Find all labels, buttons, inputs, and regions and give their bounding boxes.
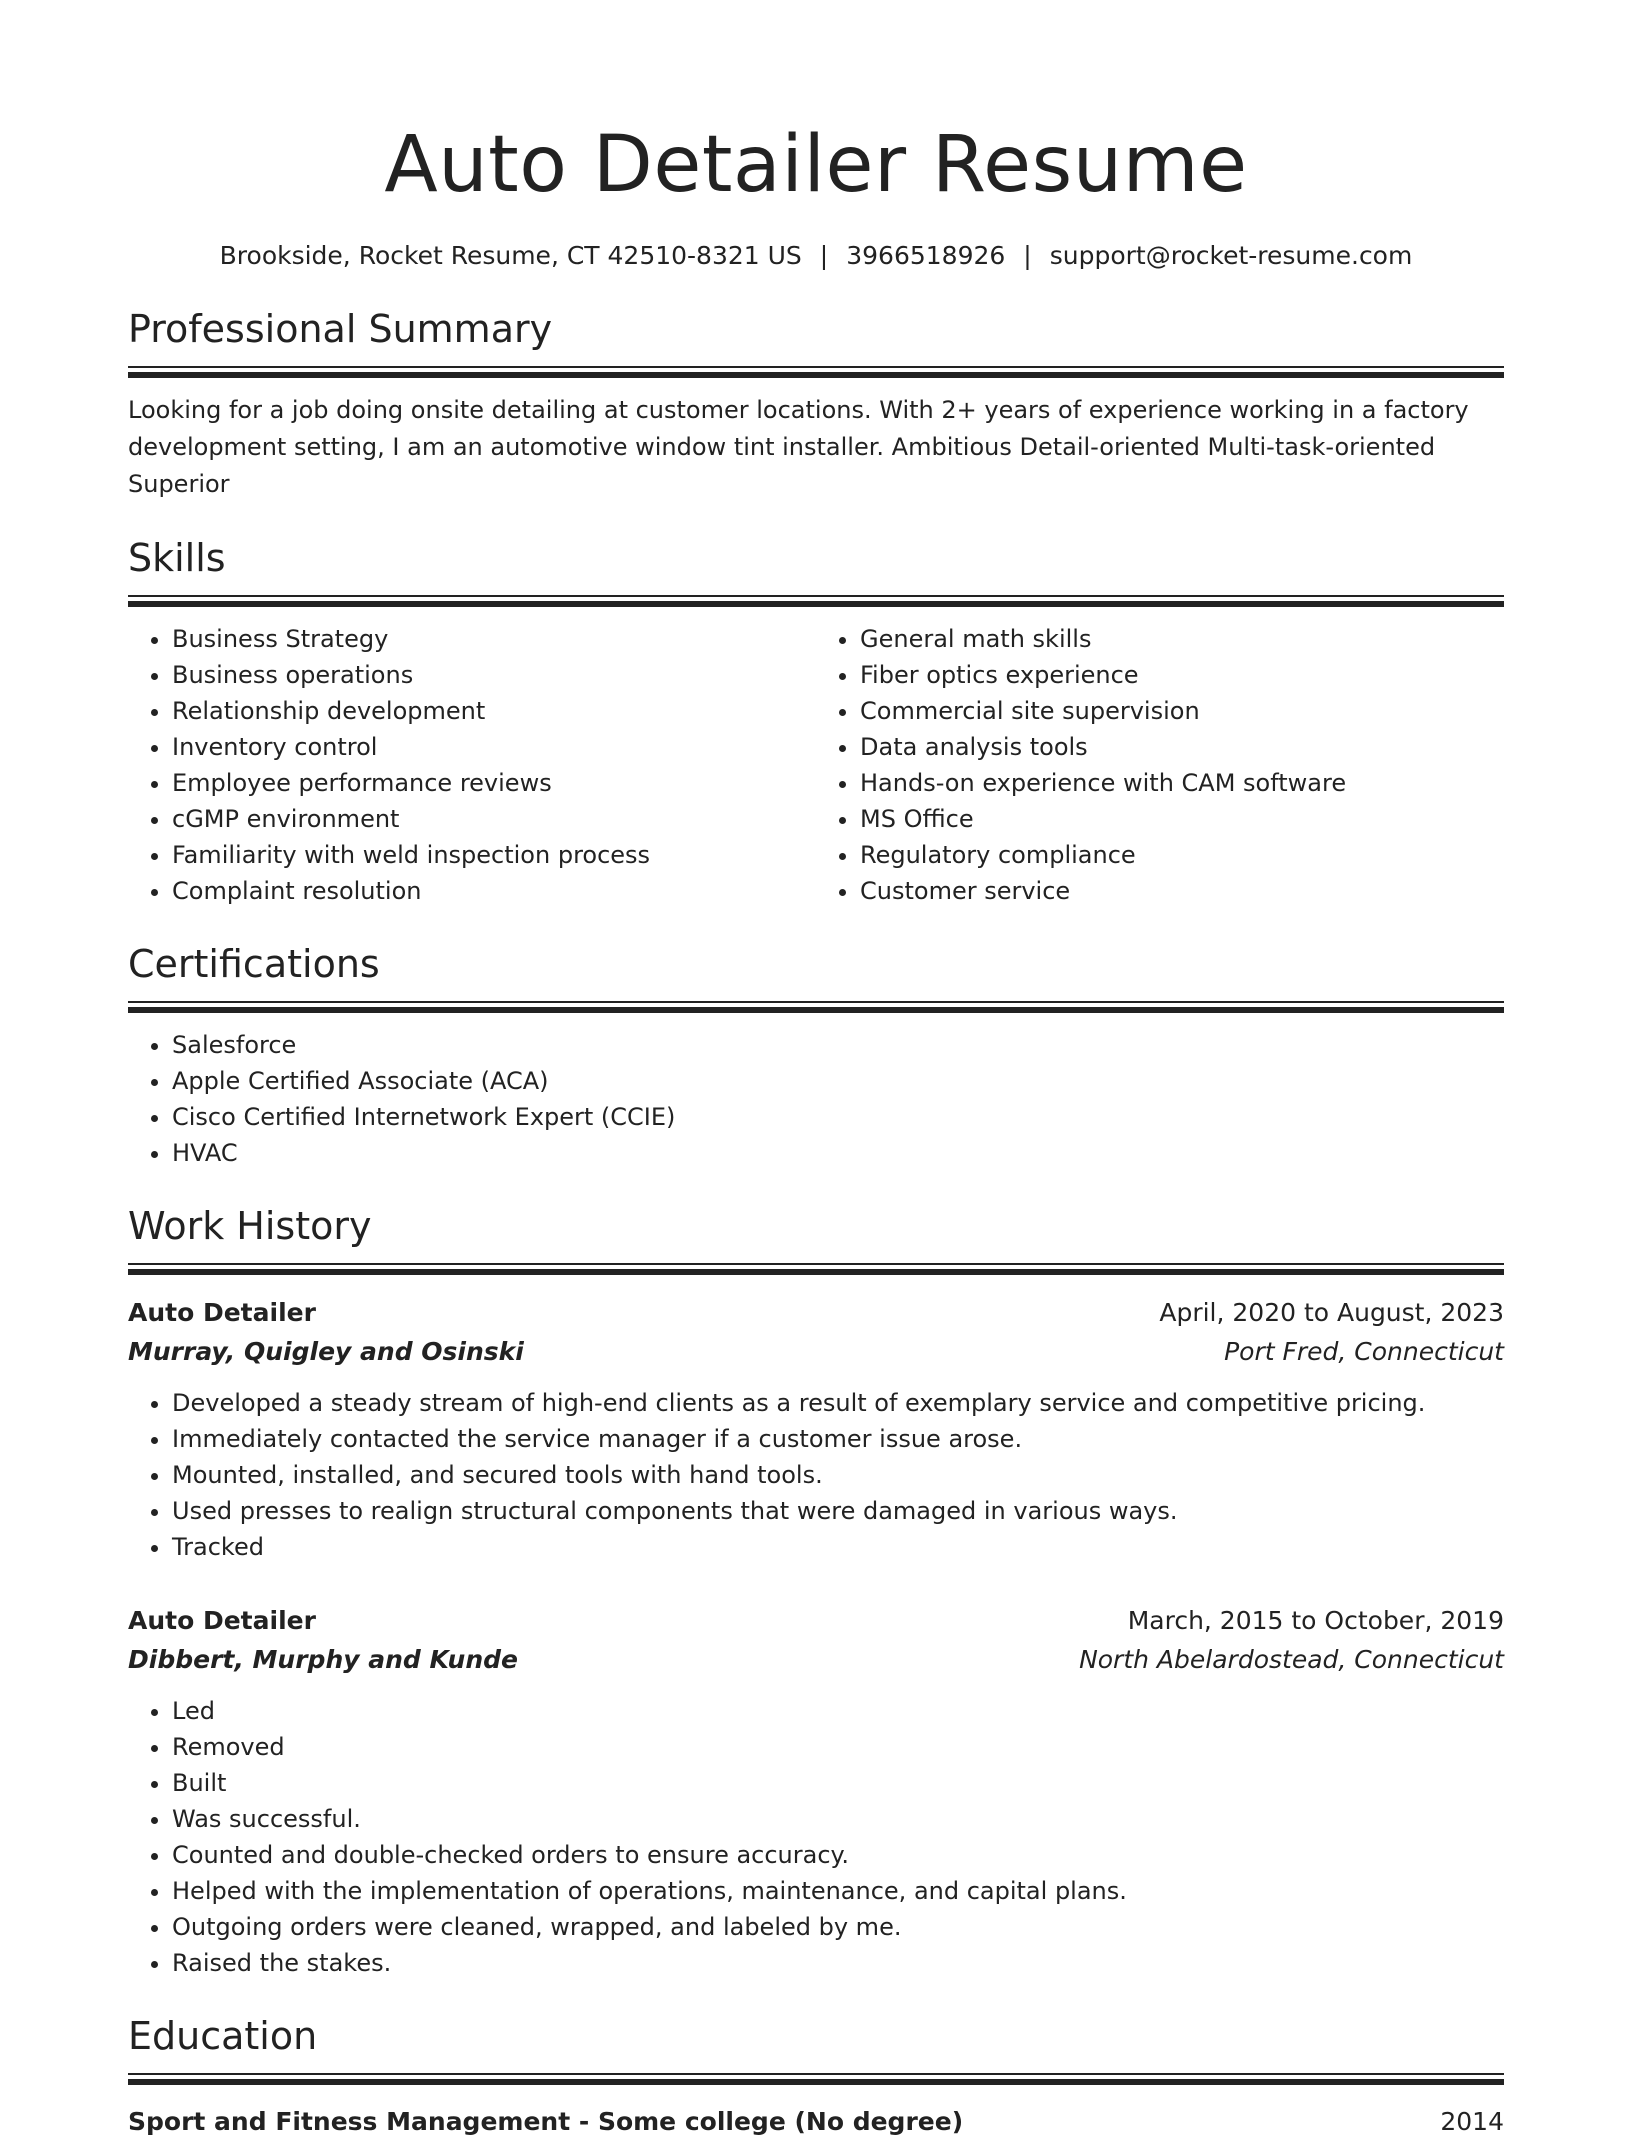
job-duty-item: • Built	[172, 1765, 1504, 1801]
education-section	[128, 2011, 1504, 2141]
contact-email: support@rocket-resume.com	[1049, 241, 1413, 270]
skill-item: • Familiarity with weld inspection process	[172, 837, 816, 873]
section-title-skills: Skills	[128, 536, 226, 580]
job-company: Murray, Quigley and Osinski	[128, 1337, 524, 1366]
job-duties-list	[128, 1385, 1504, 1565]
job-duty-item: • Immediately contacted the service manager if a customer issue arose.	[172, 1421, 1504, 1457]
job-entry	[128, 1601, 1504, 1981]
certification-item: • HVAC	[172, 1135, 1504, 1171]
skills-section	[128, 533, 1504, 909]
section-divider	[128, 366, 1504, 378]
skills-list-left	[128, 621, 816, 909]
resume-page	[128, 110, 1504, 2141]
job-duty-item: • Raised the stakes.	[172, 1945, 1504, 1981]
section-divider	[128, 2073, 1504, 2085]
skill-item: • Hands-on experience with CAM software	[860, 765, 1504, 801]
job-duty-item: • Counted and double-checked orders to ensure accuracy.	[172, 1837, 1504, 1873]
education-entry	[128, 2103, 1504, 2141]
job-duty-item: • Developed a steady stream of high-end clients as a result of exemplary service and competitive pricing.	[172, 1385, 1504, 1421]
section-divider	[128, 1263, 1504, 1275]
contact-address: Brookside, Rocket Resume, CT 42510-8321 US	[219, 241, 802, 270]
job-dates: March, 2015 to October, 2019	[1127, 1606, 1504, 1635]
skill-item: • Regulatory compliance	[860, 837, 1504, 873]
certification-item: • Cisco Certified Internetwork Expert (CCIE)	[172, 1099, 1504, 1135]
skill-item: • Fiber optics experience	[860, 657, 1504, 693]
job-duty-item: • Mounted, installed, and secured tools with hand tools.	[172, 1457, 1504, 1493]
job-entry	[128, 1293, 1504, 1565]
job-company-row	[128, 1332, 1504, 1371]
job-title: Auto Detailer	[128, 1298, 316, 1327]
skill-item: • Inventory control	[172, 729, 816, 765]
certifications-list	[128, 1027, 1504, 1171]
skill-item: • Complaint resolution	[172, 873, 816, 909]
summary-text: Looking for a job doing onsite detailing at customer locations. With 2+ years of experience working in a factory development setting, I am an automotive window tint installer. Ambitious Detail-oriented Multi-task-oriented Superior	[128, 396, 1469, 498]
skill-item: • General math skills	[860, 621, 1504, 657]
job-company-row	[128, 1640, 1504, 1679]
section-title-certifications: Certifications	[128, 942, 380, 986]
certifications-section	[128, 939, 1504, 1171]
contact-separator: |	[1023, 241, 1032, 270]
job-dates: April, 2020 to August, 2023	[1159, 1298, 1504, 1327]
section-title-education: Education	[128, 2014, 318, 2058]
section-title-work-history: Work History	[128, 1204, 372, 1248]
certification-item: • Salesforce	[172, 1027, 1504, 1063]
certification-item: • Apple Certified Associate (ACA)	[172, 1063, 1504, 1099]
job-company: Dibbert, Murphy and Kunde	[128, 1645, 518, 1674]
job-title: Auto Detailer	[128, 1606, 316, 1635]
job-duty-item: • Helped with the implementation of operations, maintenance, and capital plans.	[172, 1873, 1504, 1909]
skill-item: • Data analysis tools	[860, 729, 1504, 765]
job-duty-item: • Used presses to realign structural components that were damaged in various ways.	[172, 1493, 1504, 1529]
contact-separator: |	[819, 241, 829, 270]
job-duty-item: • Outgoing orders were cleaned, wrapped, and labeled by me.	[172, 1909, 1504, 1945]
skill-item: • MS Office	[860, 801, 1504, 837]
summary-section	[128, 304, 1504, 503]
education-degree: Sport and Fitness Management - Some college (No degree)	[128, 2107, 964, 2136]
section-divider	[128, 1001, 1504, 1013]
skill-item: • Employee performance reviews	[172, 765, 816, 801]
skill-item: • Business Strategy	[172, 621, 816, 657]
resume-title: Auto Detailer Resume	[384, 120, 1248, 210]
skill-item: • Commercial site supervision	[860, 693, 1504, 729]
skill-item: • Customer service	[860, 873, 1504, 909]
job-duties-list	[128, 1693, 1504, 1981]
job-header-row	[128, 1601, 1504, 1640]
skills-grid	[128, 621, 1504, 909]
job-location: North Abelardostead, Connecticut	[1079, 1645, 1504, 1674]
skill-item: • Business operations	[172, 657, 816, 693]
contact-phone: 3966518926	[846, 241, 1006, 270]
work-history-section	[128, 1201, 1504, 1981]
job-location: Port Fred, Connecticut	[1224, 1337, 1504, 1366]
section-divider	[128, 595, 1504, 607]
skills-list-right	[816, 621, 1504, 909]
job-duty-item: • Removed	[172, 1729, 1504, 1765]
education-year: 2014	[1440, 2107, 1504, 2136]
job-header-row	[128, 1293, 1504, 1332]
job-duty-item: • Led	[172, 1693, 1504, 1729]
job-duty-item: • Was successful.	[172, 1801, 1504, 1837]
skill-item: • Relationship development	[172, 693, 816, 729]
section-title-summary: Professional Summary	[128, 307, 553, 351]
contact-line	[128, 238, 1504, 274]
skill-item: • cGMP environment	[172, 801, 816, 837]
job-duty-item: • Tracked	[172, 1529, 1504, 1565]
